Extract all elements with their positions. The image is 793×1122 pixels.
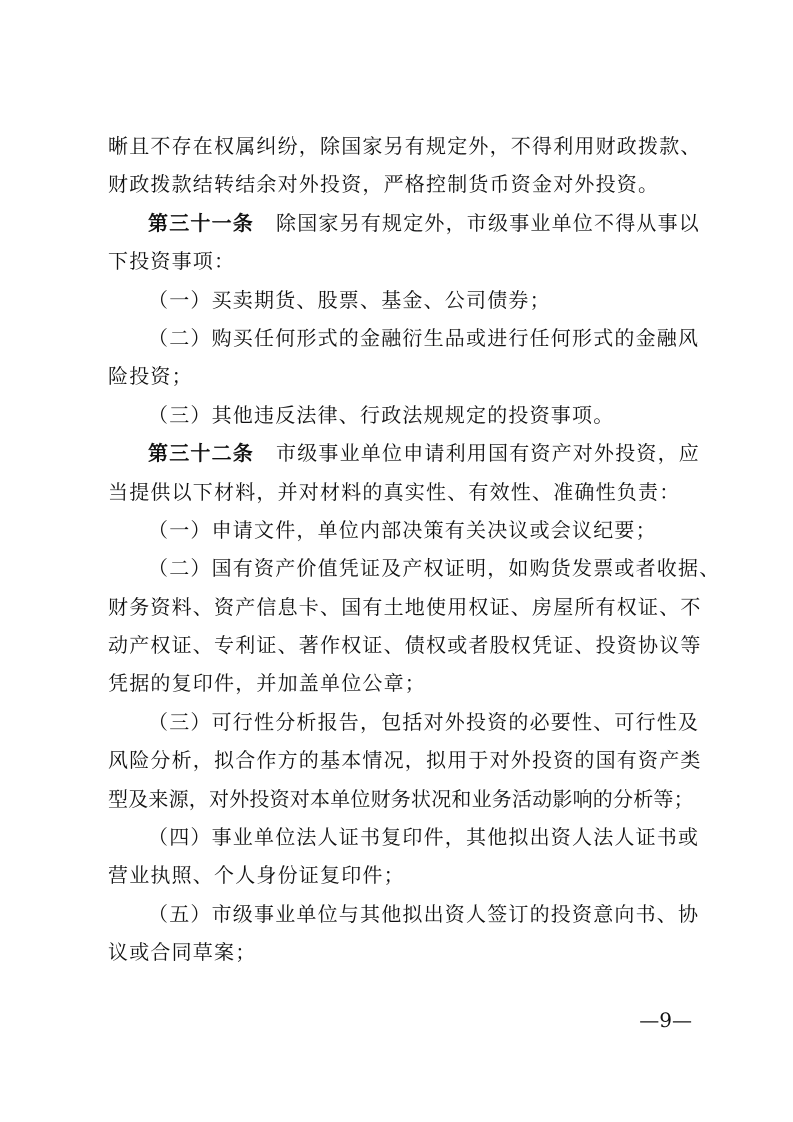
line-text: 险投资； bbox=[108, 364, 193, 389]
line-text: 除国家另有规定外，市级事业单位不得从事以 bbox=[276, 210, 700, 235]
list-item-line bbox=[108, 281, 691, 319]
page-number: —9— bbox=[639, 1008, 692, 1032]
line-text: 风险分析，拟合作方的基本情况，拟用于对外投资的国有资产类 bbox=[108, 748, 702, 773]
line-text: （一）申请文件，单位内部决策有关决议或会议纪要； bbox=[148, 517, 657, 542]
list-item-continuation bbox=[108, 588, 702, 626]
list-item-line bbox=[108, 549, 721, 587]
paragraph-line-2 bbox=[108, 165, 691, 203]
line-text: （二）购买任何形式的金融衍生品或进行任何形式的金融风 bbox=[148, 325, 700, 350]
line-text: （四）事业单位法人证书复印件，其他拟出资人法人证书或 bbox=[148, 825, 700, 850]
list-item-continuation bbox=[108, 357, 691, 395]
article-number: 第三十一条 bbox=[148, 210, 254, 235]
line-text: 型及来源，对外投资对本单位财务状况和业务活动影响的分析等； bbox=[108, 786, 694, 811]
line-text: 下投资事项： bbox=[108, 249, 236, 274]
line-text: 财务资料、资产信息卡、国有土地使用权证、房屋所有权证、不 bbox=[108, 594, 702, 619]
list-item-line bbox=[108, 818, 700, 856]
list-item-continuation bbox=[108, 780, 694, 818]
list-item-line bbox=[108, 895, 700, 933]
list-item-continuation bbox=[108, 664, 691, 702]
line-text: 营业执照、个人身份证复印件； bbox=[108, 863, 405, 888]
list-item-line bbox=[108, 703, 700, 741]
paragraph-line-10 bbox=[108, 473, 691, 511]
line-text: 市级事业单位申请利用国有资产对外投资，应 bbox=[276, 441, 700, 466]
list-item-continuation bbox=[108, 626, 702, 664]
line-text: （二）国有资产价值凭证及产权证明，如购货发票或者收据、 bbox=[148, 556, 721, 581]
line-text: （五）市级事业单位与其他拟出资人签订的投资意向书、协 bbox=[148, 901, 700, 926]
list-item-continuation bbox=[108, 741, 702, 779]
list-item-line bbox=[108, 396, 691, 434]
list-item-line bbox=[108, 319, 700, 357]
line-text: 晰且不存在权属纠纷，除国家另有规定外，不得利用财政拨款、 bbox=[108, 134, 702, 158]
list-item-continuation bbox=[108, 933, 691, 971]
line-text: 议或合同草案； bbox=[108, 940, 257, 965]
article-31-heading-line bbox=[108, 204, 700, 242]
list-item-line bbox=[108, 511, 691, 549]
paragraph-line-4 bbox=[108, 242, 691, 280]
document-body bbox=[108, 127, 721, 972]
line-text: 动产权证、专利证、著作权证、债权或者股权凭证、投资协议等 bbox=[108, 633, 702, 658]
line-text: 凭据的复印件，并加盖单位公章； bbox=[108, 671, 426, 696]
line-text: （三）可行性分析报告，包括对外投资的必要性、可行性及 bbox=[148, 709, 700, 734]
article-number: 第三十二条 bbox=[148, 441, 254, 466]
paragraph-line-1 bbox=[108, 127, 702, 165]
line-text: （一）买卖期货、股票、基金、公司债券； bbox=[148, 287, 551, 312]
list-item-continuation bbox=[108, 856, 691, 894]
line-text: （三）其他违反法律、行政法规规定的投资事项。 bbox=[148, 402, 615, 427]
line-text: 当提供以下材料，并对材料的真实性、有效性、准确性负责： bbox=[108, 479, 681, 504]
article-32-heading-line bbox=[108, 434, 700, 472]
line-text: 财政拨款结转结余对外投资，严格控制货币资金对外投资。 bbox=[108, 172, 660, 197]
